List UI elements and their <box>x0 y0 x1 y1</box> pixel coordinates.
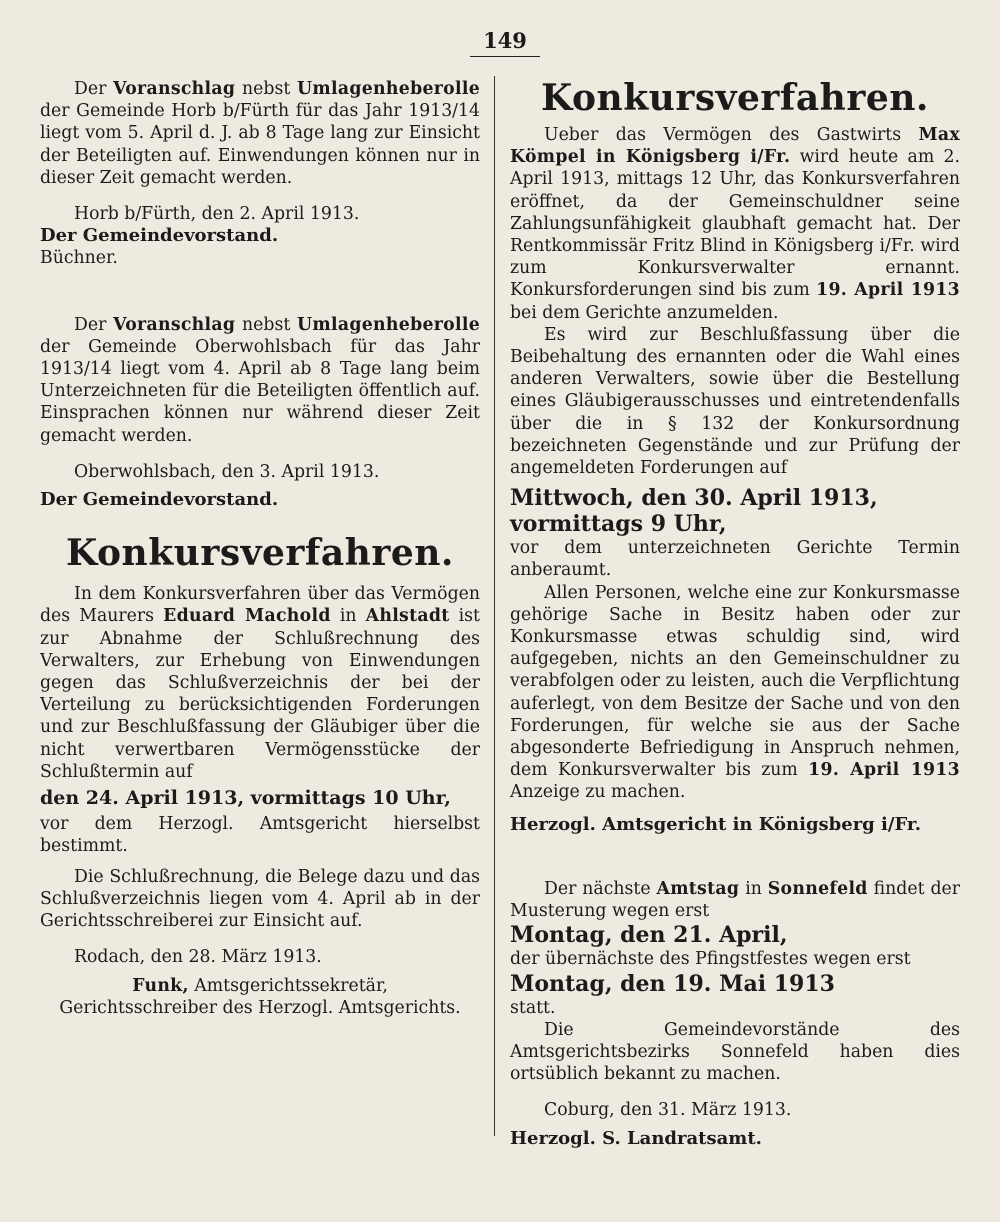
notice-body: Die Schlußrechnung, die Belege dazu und das Schlußverzeichnis liegen vom 4. April ab in der Gerichtsschreiberei zur Einsicht auf. <box>40 866 480 932</box>
text: der Gemeinde Horb b/Fürth für das Jahr 1913/14 liegt vom 5. April d. J. ab 8 Tage lang zur Einsicht der Beteiligten auf. Einwendungen können nur in dieser Zeit gemacht werden. <box>40 101 480 188</box>
time-line: vormittags 9 Uhr, <box>510 511 727 538</box>
text: der Gemeinde Oberwohlsbach für das Jahr 1913/14 liegt vom 4. April ab 8 Tage lang beim Unterzeichneten für die Beteiligten öffentlich auf. Einsprachen können nur während dieser Zeit gemacht werden. <box>40 336 480 446</box>
text: in <box>330 606 366 627</box>
text: ist zur Abnahme der Schlußrechnung des Verwalters, zur Erhebung von Einwendungen gegen das Schlußverzeichnis der bei der Verteilung zu berücksichtigenden Forderungen und zur Beschlußfassung der Gläubiger über die nicht verwertbaren Vermögensstücke der Schlußtermin auf <box>40 606 480 782</box>
emphasis: 19. April 1913 <box>808 760 961 781</box>
signer-name: Funk, <box>132 975 189 996</box>
date-line: den 24. April 1913, vormittags 10 Uhr, <box>40 787 451 810</box>
text: Der <box>74 79 114 99</box>
place-date: Coburg, den 31. März 1913. <box>544 1100 792 1121</box>
right-column <box>510 78 960 1150</box>
emphasis: 19. April 1913 <box>816 280 960 301</box>
notice-body <box>40 583 480 783</box>
signer <box>40 975 480 997</box>
text: Anzeige zu machen. <box>510 782 686 803</box>
text: wird heute am 2. April 1913, mittags 12 Uhr, das Konkursverfahren eröffnet, da der Gemeinschuldner seine Zahlungsunfähigkeit glaubhaft gemacht hat. Der Rentkommissär Fritz Blind in Königsberg i/Fr. wird zum Konkursverwalter ernannt. Konkursforderungen sind bis zum <box>510 147 961 301</box>
text: nebst <box>235 314 298 335</box>
notice-body: statt. <box>510 997 556 1018</box>
place-date: Oberwohlsbach, den 3. April 1913. <box>74 461 380 482</box>
notice-body <box>510 878 960 922</box>
notice-body <box>40 78 480 189</box>
notice-oberwohlsbach <box>40 314 480 512</box>
text: nebst <box>235 79 298 99</box>
text: bei dem Gerichte anzumelden. <box>510 302 779 323</box>
notice-body <box>510 582 960 804</box>
notice-body: Es wird zur Beschlußfassung über die Beibehaltung des ernannten oder die Wahl eines anderen Verwalters, sowie über die Bestellung eines Gläubigerausschusses und eintretendenfalls über die in § 132 der Konkursordnung bezeichneten Gegenstände und zur Prüfung der angemeldeten Forderungen auf <box>510 324 960 479</box>
notice-horb <box>40 78 480 270</box>
column-divider <box>494 76 495 1136</box>
page-number: 149 <box>470 28 540 57</box>
emphasis: Voranschlag <box>113 314 236 335</box>
signer-line2: Gerichtsschreiber des Herzogl. Amtsgerichts. <box>59 997 461 1018</box>
emphasis: Umlagenheberolle <box>297 79 481 99</box>
notice-heading: Konkursverfahren. <box>66 532 454 575</box>
authority: Herzogl. S. Landratsamt. <box>510 1127 762 1149</box>
place-date: Horb b/Fürth, den 2. April 1913. <box>74 204 360 225</box>
notice-body: vor dem unterzeichneten Gerichte Termin anberaumt. <box>510 538 960 581</box>
text: In dem Konkursverfahren über das Vermögen des Maurers <box>40 584 480 627</box>
authority: Der Gemeindevorstand. <box>40 225 279 247</box>
notice-body: vor dem Herzogl. Amtsgericht hierselbst bestimmt. <box>40 814 480 857</box>
date-line: Montag, den 19. Mai 1913 <box>510 970 835 997</box>
emphasis: Sonnefeld <box>767 878 868 899</box>
text: Ueber das Vermögen des Gastwirts <box>544 125 919 145</box>
notice-konkurs-koenigsberg <box>510 78 960 836</box>
authority: Der Gemeindevorstand. <box>40 489 279 511</box>
notice-body <box>510 124 960 324</box>
notice-amtstag-sonnefeld <box>510 878 960 1150</box>
date-line: Mittwoch, den 30. April 1913, <box>510 485 878 512</box>
left-column <box>40 78 480 1019</box>
notice-konkurs-ahlstadt <box>40 533 480 1019</box>
notice-body: der übernächste des Pfingstfestes wegen erst <box>510 949 911 970</box>
date-line: Montag, den 21. April, <box>510 922 788 949</box>
signer-title: Amtsgerichtssekretär, <box>188 975 388 996</box>
text: Der <box>74 314 114 335</box>
emphasis: Max Kömpel in Königsberg i/Fr. <box>510 125 960 168</box>
emphasis: Umlagenheberolle <box>297 314 481 335</box>
signer: Büchner. <box>40 248 118 269</box>
notice-body: Die Gemeindevorstände des Amtsgerichtsbezirks Sonnefeld haben dies ortsüblich bekannt zu machen. <box>510 1019 960 1085</box>
emphasis: Ahlstadt <box>365 606 450 627</box>
text: Allen Personen, welche eine zur Konkursmasse gehörige Sache in Besitz haben oder zur Konkursmasse etwas schuldig sind, wird aufgegeben, nichts an den Gemeinschuldner zu verabfolgen oder zu leisten, auch die Verpflichtung auferlegt, von dem Besitze der Sache und von den Forderungen, für welche sie aus der Sache abgesonderte Befriedigung in Anspruch nehmen, dem Konkursverwalter bis zum <box>510 582 960 781</box>
authority: Herzogl. Amtsgericht in Königsberg i/Fr. <box>510 813 922 835</box>
place-date: Rodach, den 28. März 1913. <box>74 947 322 968</box>
notice-heading: Konkursverfahren. <box>541 77 929 119</box>
emphasis: Amtstag <box>656 878 740 899</box>
text: findet der Musterung wegen erst <box>510 878 960 922</box>
notice-body <box>40 314 480 447</box>
text: Der nächste <box>544 878 657 899</box>
emphasis: Voranschlag <box>113 79 236 99</box>
emphasis: Eduard Machold <box>163 606 331 627</box>
text: in <box>739 878 768 899</box>
